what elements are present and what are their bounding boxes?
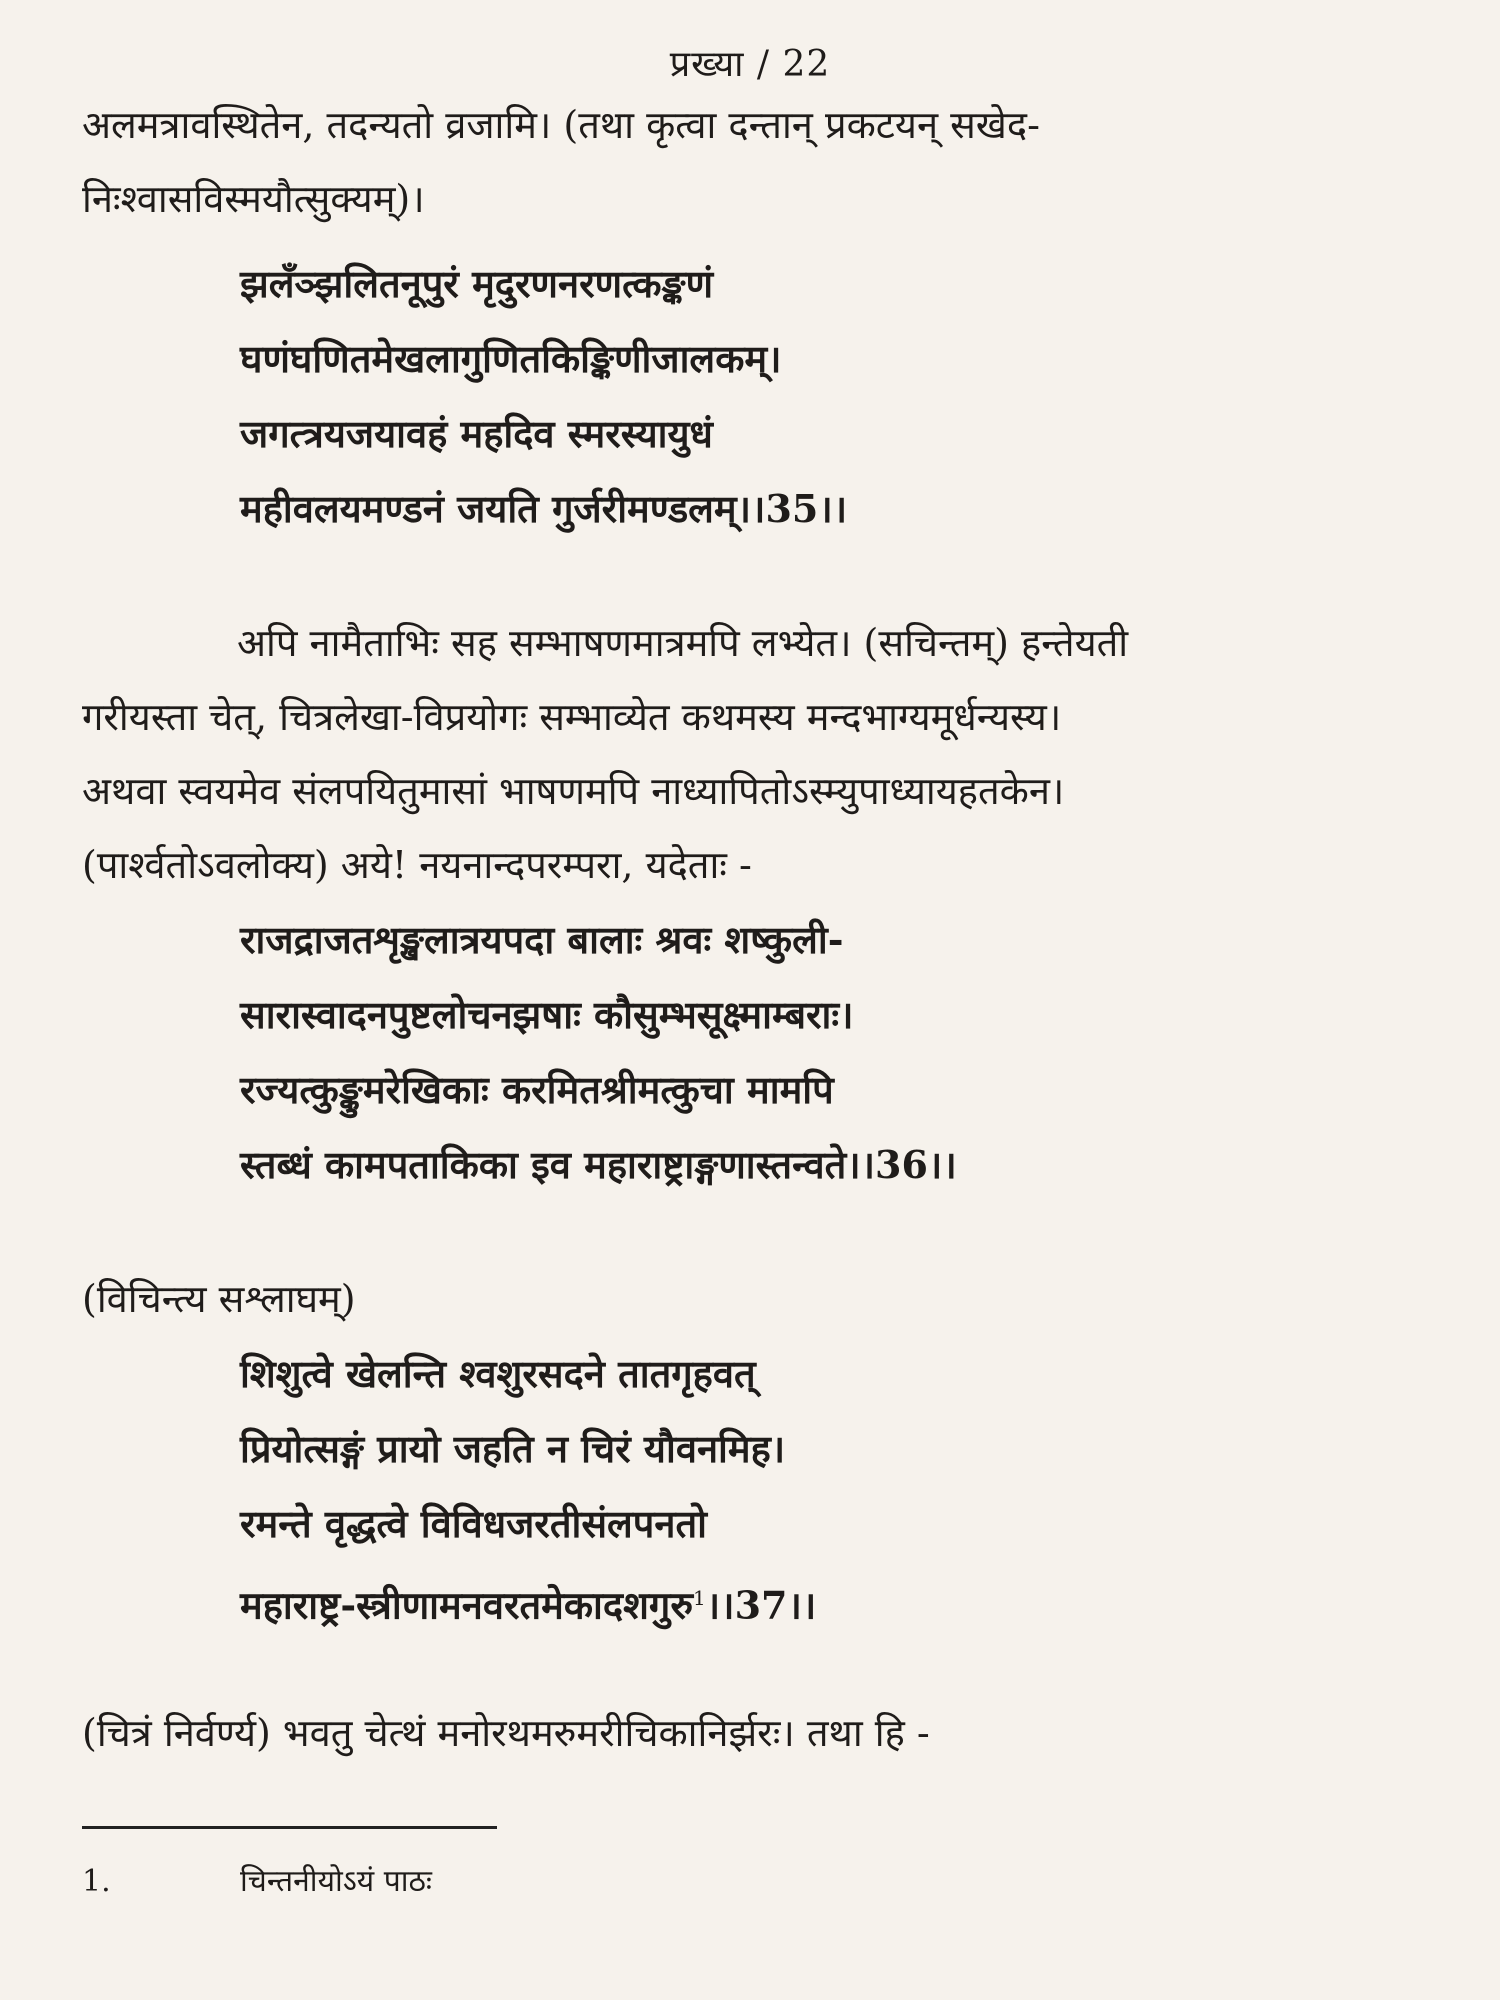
verse-line: महीवलयमण्डनं जयति गुर्जरीमण्डलम्।।35।।: [240, 486, 848, 531]
verse-line: स्तब्धं कामपताकिका इव महाराष्ट्राङ्गणास्तन्वते।।36।।: [240, 1142, 957, 1187]
prose-paragraph-4: (चित्रं निर्वर्ण्य) भवतु चेत्थं मनोरथमरुमरीचिकानिर्झरः। तथा हि -: [82, 1711, 930, 1755]
verse-line: झलँञ्झलितनूपुरं मृदुरणनरणत्कङ्कणं: [240, 261, 714, 306]
prose-paragraph-1: [82, 88, 1442, 236]
verse-line: घणंघणितमेखलागुणितकिङ्किणीजालकम्।: [240, 336, 782, 381]
verse-line: रज्यत्कुङ्कुमरेखिकाः करमितश्रीमत्कुचा मामपि: [240, 1067, 834, 1112]
prose-line: गरीयस्ता चेत्, चित्रलेखा-विप्रयोगः सम्भाव्येत कथमस्य मन्दभाग्यमूर्धन्यस्य।: [82, 695, 1062, 739]
verse-line: [240, 1561, 1440, 1643]
footnote-number: 1.: [82, 1864, 111, 1899]
footnote-divider: [82, 1826, 497, 1829]
footnote-text: चिन्तनीयोऽयं पाठः: [240, 1864, 432, 1899]
stage-direction: (विचिन्त्य सश्लाघम्): [82, 1277, 356, 1321]
verse-line: जगत्त्रयजयावहं महदिव स्मरस्यायुधं: [240, 411, 713, 456]
verse-line-text: महाराष्ट्र-स्त्रीणामनवरतमेकादशगुरु: [240, 1582, 694, 1628]
prose-line: अपि नामैताभिः सह सम्भाषणमात्रमपि लभ्येत। (सचिन्तम्) हन्तेयती: [237, 621, 1129, 665]
prose-line: (पार्श्वतोऽवलोक्य) अये! नयनान्दपरम्परा, यदेताः -: [82, 843, 752, 887]
prose-line: निःश्वासविस्मयौत्सुक्यम्)।: [82, 177, 425, 221]
verse-35: [240, 246, 1440, 546]
prose-line: अलमत्रावस्थितेन, तदन्यतो व्रजामि। (तथा कृत्वा दन्तान् प्रकटयन् सखेद-: [82, 103, 1040, 147]
prose-line: अथवा स्वयमेव संलपयितुमासां भाषणमपि नाध्यापितोऽस्म्युपाध्यायहतकेन।: [82, 769, 1065, 813]
verse-number: ।।37।।: [705, 1582, 817, 1628]
running-header: प्रख्या / 22: [669, 44, 831, 85]
verse-line: प्रियोत्सङ्गं प्रायो जहति न चिरं यौवनमिह।: [240, 1426, 786, 1471]
verse-line: राजद्राजतशृङ्खलात्रयपदा बालाः श्रवः शष्कुली-: [240, 917, 844, 962]
prose-paragraph-2: [82, 606, 1442, 902]
verse-line: शिशुत्वे खेलन्ति श्वशुरसदने तातगृहवत्: [240, 1351, 756, 1396]
verse-37: [240, 1336, 1440, 1643]
footnote-marker: 1: [693, 1586, 706, 1610]
verse-36: [240, 902, 1440, 1202]
verse-line: रमन्ते वृद्धत्वे विविधजरतीसंलपनतो: [240, 1501, 707, 1546]
verse-line: सारास्वादनपुष्टलोचनझषाः कौसुम्भसूक्ष्माम्बराः।: [240, 992, 854, 1037]
